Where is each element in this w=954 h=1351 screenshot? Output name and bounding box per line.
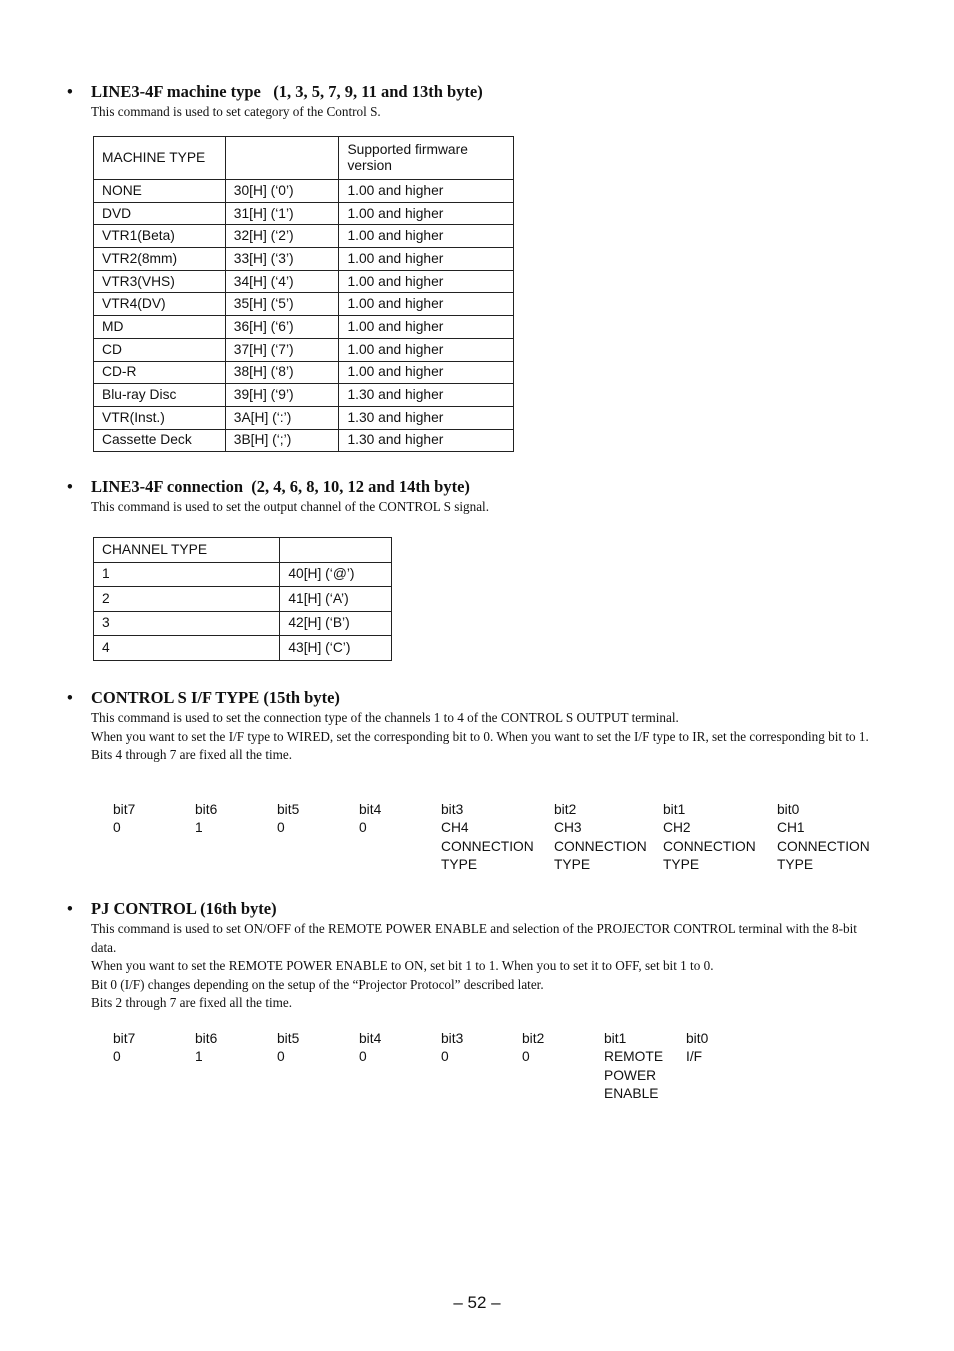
bit-desc2: TYPE [663,857,700,873]
table-cell: 1.00 and higher [339,293,514,316]
bit-value: CH4 [441,820,469,836]
bit-layout-control-s [113,801,893,881]
paragraph: When you want to set the I/F type to WIRED, set the corresponding bit to 0. When you want to set the I/F type to IR, set the corresponding bit to 1. [91,728,869,744]
bit-desc2: TYPE [554,857,591,873]
bit-column-bit0 [777,801,870,875]
bit-column-bit7 [113,801,135,838]
table-cell: 4 [94,636,280,661]
bit-label: bit0 [686,1031,709,1046]
bullet: • [67,899,73,918]
bit-column-bit2 [522,1030,544,1067]
table-header-row [94,137,514,180]
table-cell: 1.00 and higher [339,180,514,203]
bit-label: bit5 [277,802,300,817]
bit-column-bit4 [359,1030,381,1067]
section-heading-connection [67,477,470,497]
table-cell: 3B[H] (‘;’) [225,429,339,452]
bit-column-bit4 [359,801,381,838]
paragraph: When you want to set the REMOTE POWER ENABLE to ON, set bit 1 to 1. When you to set it to OFF, set bit 1 to 0. [91,958,714,974]
bit-desc1: CONNECTION [554,838,647,854]
section-title: LINE3-4F machine type (1, 3, 5, 7, 9, 11 and 13th byte) [91,82,483,101]
table-cell: 33[H] (‘3’) [225,248,339,271]
section-heading-machine-type [67,82,483,102]
bit-desc2: ENABLE [604,1086,659,1102]
bit-label: bit2 [554,802,577,817]
bit-desc1: CONNECTION [777,838,870,854]
table-row [94,611,392,636]
paragraph: Bits 4 through 7 are fixed all the time. [91,747,293,763]
table-cell: 1 [94,562,280,587]
bit-column-bit5 [277,1030,299,1067]
table-row [94,562,392,587]
bit-value: 0 [359,820,367,836]
table-cell: NONE [94,180,226,203]
table-row [94,293,514,316]
table-row [94,270,514,293]
bit-value: 1 [195,820,203,836]
section-paragraphs [91,920,881,1013]
bit-value: 0 [441,1049,449,1065]
table-row [94,202,514,225]
table-cell: 31[H] (‘1’) [225,202,339,225]
section-heading-control-s-if-type [67,688,340,708]
bit-label: bit1 [663,802,686,817]
bit-value: 1 [195,1049,203,1065]
bit-value: CH3 [554,820,582,836]
bit-desc1: POWER [604,1067,657,1083]
section-description [91,498,881,517]
table-cell [280,538,392,563]
description-text: This command is used to set the output channel of the CONTROL S signal. [91,499,490,514]
bit-column-bit1 [663,801,756,875]
table-cell: 43[H] (‘C’) [280,636,392,661]
bit-value: CH2 [663,820,691,836]
table-cell: 1.00 and higher [339,225,514,248]
bit-label: bit5 [277,1031,300,1046]
table-cell: 2 [94,587,280,612]
table-cell: 42[H] (‘B’) [280,611,392,636]
table-cell: Blu-ray Disc [94,384,226,407]
bit-column-bit5 [277,801,299,838]
table-cell: 1.00 and higher [339,248,514,271]
bit-label: bit4 [359,802,382,817]
table-cell: 38[H] (‘8’) [225,361,339,384]
bit-value: 0 [113,820,121,836]
table-cell: 36[H] (‘6’) [225,316,339,339]
table-cell: 41[H] (‘A’) [280,587,392,612]
bit-label: bit7 [113,802,136,817]
bit-value: CH1 [777,820,805,836]
bit-label: bit3 [441,1031,464,1046]
bit-column-bit2 [554,801,647,875]
paragraph: This command is used to set ON/OFF of the REMOTE POWER ENABLE and selection of the PROJECTOR CONTROL terminal with the 8-bit data. [91,921,857,955]
table-row [94,384,514,407]
table-cell: 1.00 and higher [339,361,514,384]
table-row [94,429,514,452]
table-cell: VTR4(DV) [94,293,226,316]
bit-label: bit6 [195,802,218,817]
bit-layout-pj-control [113,1030,813,1110]
table-cell: 35[H] (‘5’) [225,293,339,316]
table-cell: 1.00 and higher [339,338,514,361]
table-row [94,587,392,612]
bit-label: bit7 [113,1031,136,1046]
bit-column-bit0 [686,1030,708,1067]
bit-value: 0 [522,1049,530,1065]
table-cell: VTR1(Beta) [94,225,226,248]
table-cell: 1.00 and higher [339,316,514,339]
table-cell [225,137,339,180]
table-header-row [94,538,392,563]
table-row [94,338,514,361]
bit-column-bit6 [195,801,217,838]
table-cell: 39[H] (‘9’) [225,384,339,407]
table-cell: 40[H] (‘@’) [280,562,392,587]
table-cell: 34[H] (‘4’) [225,270,339,293]
table-cell: Supported firmware version [339,137,514,180]
table-cell: 30[H] (‘0’) [225,180,339,203]
table-cell: 1.00 and higher [339,270,514,293]
table-cell: 1.30 and higher [339,406,514,429]
bit-value: 0 [359,1049,367,1065]
bit-value: 0 [277,820,285,836]
table-row [94,636,392,661]
bit-value: REMOTE [604,1049,664,1065]
description-text: This command is used to set category of the Control S. [91,104,381,119]
table-cell: VTR3(VHS) [94,270,226,293]
machine-type-table [93,136,514,452]
table-cell: 32[H] (‘2’) [225,225,339,248]
bit-desc1: CONNECTION [663,838,756,854]
table-row [94,406,514,429]
bit-label: bit3 [441,802,464,817]
bit-desc2: TYPE [441,857,478,873]
channel-type-table [93,537,392,661]
table-cell: 1.30 and higher [339,384,514,407]
section-paragraphs [91,709,881,765]
bit-value: 0 [113,1049,121,1065]
table-cell: VTR(Inst.) [94,406,226,429]
section-title: LINE3-4F connection (2, 4, 6, 8, 10, 12 and 14th byte) [91,477,470,496]
table-row [94,248,514,271]
bullet: • [67,688,73,707]
table-cell: 3 [94,611,280,636]
table-cell: DVD [94,202,226,225]
bit-label: bit0 [777,802,800,817]
bullet: • [67,82,73,101]
page-number: – 52 – [453,1293,501,1312]
bit-label: bit1 [604,1031,627,1046]
bit-desc1: CONNECTION [441,838,534,854]
bit-column-bit3 [441,1030,463,1067]
bit-label: bit4 [359,1031,382,1046]
bullet: • [67,477,73,496]
table-row [94,361,514,384]
bit-value: I/F [686,1049,703,1065]
paragraph: Bit 0 (I/F) changes depending on the setup of the “Projector Protocol” described later. [91,976,544,992]
table-cell: MACHINE TYPE [94,137,226,180]
section-description [91,103,881,122]
table-row [94,180,514,203]
table-cell: CD-R [94,361,226,384]
table-cell: CD [94,338,226,361]
table-cell: 1.30 and higher [339,429,514,452]
table-cell: CHANNEL TYPE [94,538,280,563]
table-cell: 1.00 and higher [339,202,514,225]
bit-desc2: TYPE [777,857,814,873]
paragraph: Bits 2 through 7 are fixed all the time. [91,995,293,1011]
bit-column-bit7 [113,1030,135,1067]
bit-column-bit3 [441,801,534,875]
bit-column-bit6 [195,1030,217,1067]
section-heading-pj-control [67,899,277,919]
bit-column-bit1 [604,1030,663,1104]
table-cell: MD [94,316,226,339]
bit-label: bit6 [195,1031,218,1046]
section-title: CONTROL S I/F TYPE (15th byte) [91,688,340,707]
table-row [94,225,514,248]
paragraph: This command is used to set the connection type of the channels 1 to 4 of the CONTROL S OUTPUT terminal. [91,710,679,725]
table-cell: 3A[H] (‘:’) [225,406,339,429]
table-row [94,316,514,339]
bit-value: 0 [277,1049,285,1065]
table-cell: 37[H] (‘7’) [225,338,339,361]
section-title: PJ CONTROL (16th byte) [91,899,277,918]
table-cell: VTR2(8mm) [94,248,226,271]
table-cell: Cassette Deck [94,429,226,452]
bit-label: bit2 [522,1031,545,1046]
